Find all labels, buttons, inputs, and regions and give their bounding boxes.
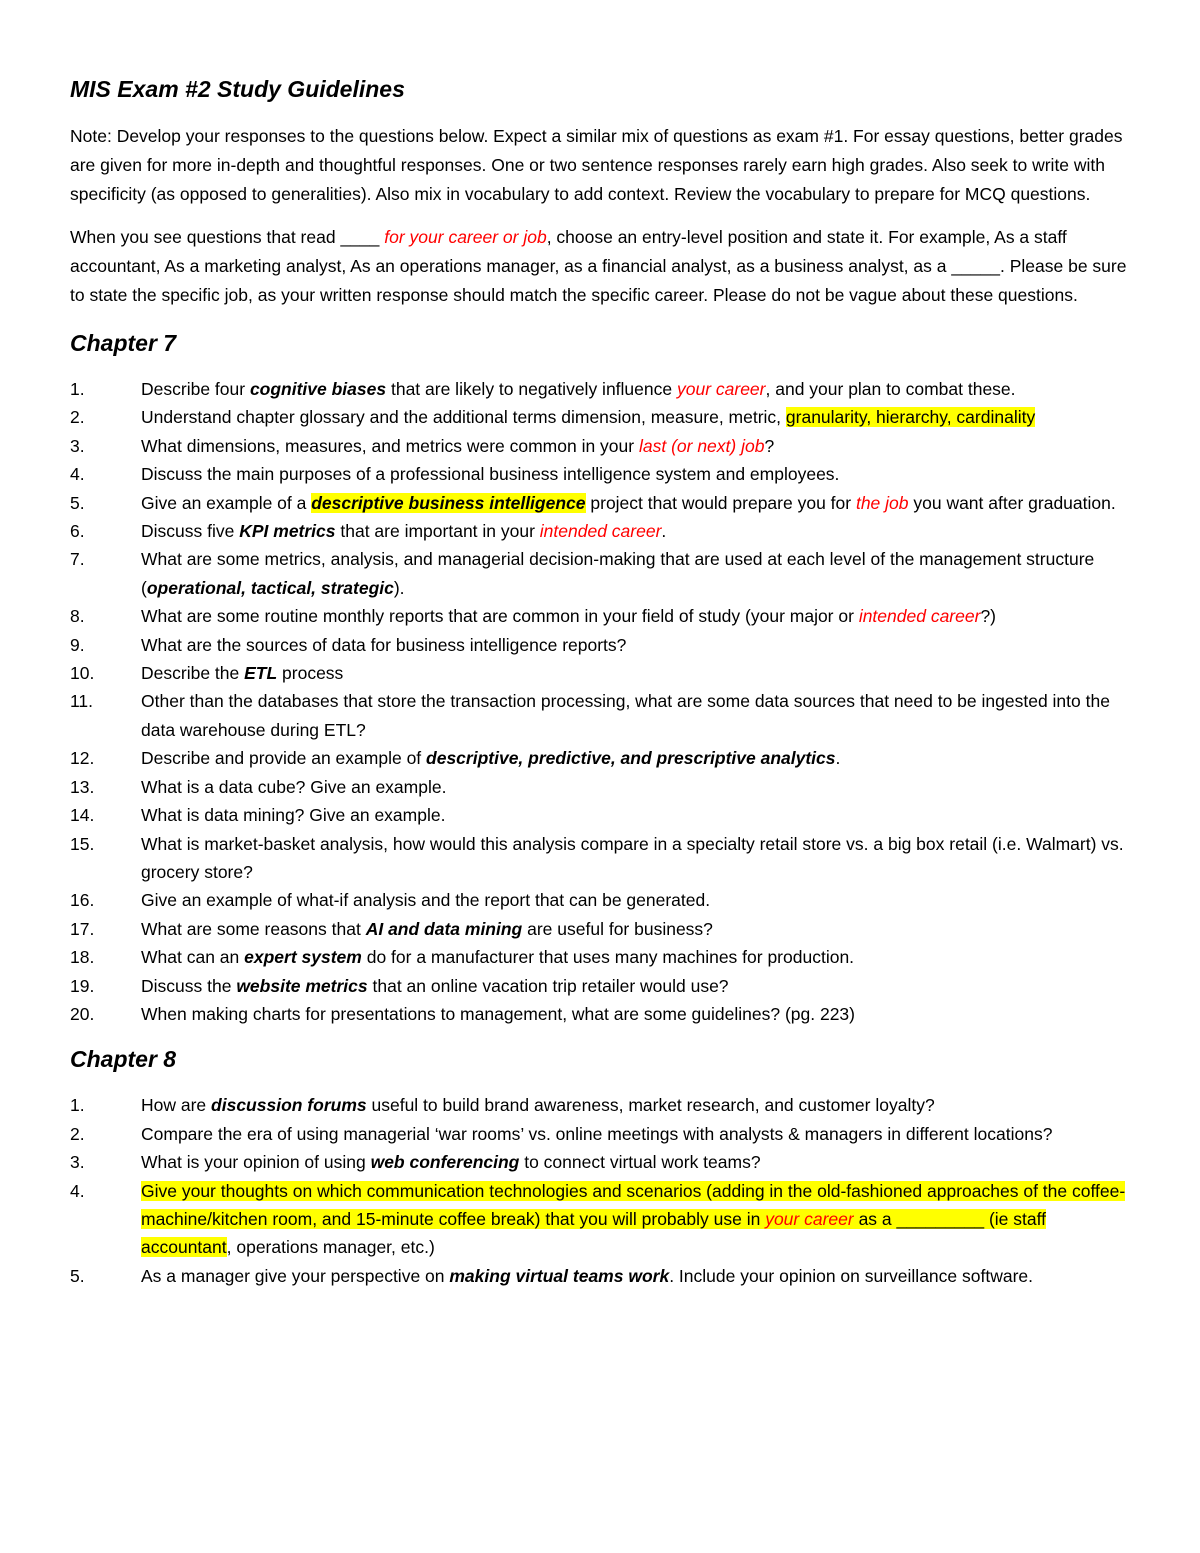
question-text: process (277, 663, 344, 684)
question-number: 11. (70, 691, 94, 712)
question-number: 17. (70, 918, 95, 939)
highlighted-question-text: Give your thoughts on which communication technologies and scenarios (adding in the old-fashioned approaches of the coffee-machine/kitchen room, and 15-minute coffee break) that you will probably use in (141, 1180, 1126, 1229)
question-number: 3. (70, 1152, 85, 1173)
question-text: What is market-basket analysis, how would this analysis compare in a specialty retail store vs. a big box retail (i.e. Walmart) vs. grocery store? (141, 833, 1124, 882)
question-text: What dimensions, measures, and metrics were common in your (141, 435, 639, 456)
question-item (70, 1177, 1130, 1262)
question-item (70, 545, 1130, 602)
question-item (70, 972, 1130, 1000)
question-item (70, 631, 1130, 659)
key-term: descriptive business intelligence (311, 492, 586, 513)
question-text: What is data mining? Give an example. (141, 805, 446, 826)
question-item (70, 432, 1130, 460)
question-item (70, 659, 1130, 687)
question-text: are useful for business? (522, 918, 713, 939)
question-text: What can an (141, 947, 245, 968)
key-term: web conferencing (370, 1152, 520, 1173)
question-text: to connect virtual work teams? (519, 1152, 761, 1173)
question-text: What is your opinion of using (141, 1152, 371, 1173)
question-text: that are likely to negatively influence (386, 379, 677, 399)
question-number: 2. (70, 1123, 85, 1144)
question-item (70, 489, 1130, 517)
question-text: Discuss five (141, 521, 240, 542)
question-text: project that would prepare you for (585, 492, 856, 513)
question-item (70, 773, 1130, 801)
question-text: Describe and provide an example of (141, 748, 427, 769)
question-number: 18. (70, 947, 95, 968)
question-item (70, 1091, 1130, 1119)
career-emphasis: last (or next) job (638, 435, 765, 456)
question-text: you want after graduation. (908, 492, 1116, 513)
question-item (70, 801, 1130, 829)
question-item (70, 1000, 1130, 1028)
key-term: making virtual teams work (449, 1265, 670, 1286)
highlighted-question-text: as a _________ (ie staff accountant (141, 1208, 1047, 1258)
career-emphasis: your career (676, 379, 766, 399)
career-note-text-end: , choose an entry-level position and state it. For example, As a staff accountant, As a marketing analyst, As an operations manager, as a financial analyst, as a business analyst, as a _____. Please be sure to state the specific job, as your written response should match the specific career. Please do not be vague about these questions. (70, 227, 1127, 305)
question-text: that are important in your (335, 521, 540, 542)
question-number: 13. (70, 776, 95, 797)
question-number: 10. (70, 663, 95, 684)
key-term: KPI metrics (239, 521, 336, 542)
question-number: 9. (70, 634, 85, 655)
question-number: 8. (70, 606, 85, 627)
question-text: that an online vacation trip retailer would use? (367, 975, 729, 996)
question-text: . Include your opinion on surveillance software. (669, 1265, 1034, 1286)
chapter-7-question-list (70, 375, 1130, 1028)
career-emphasis: your career (765, 1208, 854, 1229)
question-item (70, 830, 1130, 887)
key-term: website metrics (236, 975, 368, 996)
question-text: Other than the databases that store the transaction processing, what are some data sources that need to be ingested into the data warehouse during ETL? (141, 691, 1110, 740)
question-number: 4. (70, 1180, 85, 1201)
career-note-text: When you see questions that read ____ (70, 227, 385, 247)
question-text: As a manager give your perspective on (141, 1265, 450, 1286)
key-term: discussion forums (211, 1095, 367, 1116)
note-paragraph (70, 122, 1130, 209)
question-number: 12. (70, 748, 95, 769)
question-item (70, 403, 1130, 431)
question-text: How are (141, 1095, 212, 1116)
question-item (70, 1120, 1130, 1148)
question-item (70, 460, 1130, 488)
question-text: useful to build brand awareness, market research, and customer loyalty? (366, 1095, 935, 1116)
question-item (70, 1148, 1130, 1176)
question-text: Describe four (141, 379, 250, 399)
question-item (70, 915, 1130, 943)
question-text: do for a manufacturer that uses many machines for production. (361, 947, 855, 968)
question-number: 1. (70, 379, 85, 399)
career-emphasis: intended career (858, 606, 981, 627)
question-text: What is a data cube? Give an example. (141, 776, 447, 797)
question-number: 3. (70, 435, 85, 456)
question-item (70, 886, 1130, 914)
question-text: . (835, 748, 841, 769)
question-text: What are some routine monthly reports that are common in your field of study (your major or (141, 606, 859, 627)
question-text: Compare the era of using managerial ‘war rooms’ vs. online meetings with analysts & managers in different locations? (141, 1123, 1053, 1144)
question-text: What are some reasons that (141, 918, 366, 939)
question-item (70, 744, 1130, 772)
question-number: 19. (70, 975, 95, 996)
question-number: 20. (70, 1003, 95, 1024)
question-text: . (661, 521, 667, 542)
question-item (70, 687, 1130, 744)
chapter-7-heading: Chapter 7 (70, 330, 177, 356)
question-number: 2. (70, 407, 85, 428)
question-item (70, 1262, 1130, 1290)
career-note-paragraph (70, 223, 1130, 310)
career-emphasis: intended career (539, 521, 662, 542)
key-term: expert system (244, 947, 362, 968)
career-emphasis: the job (855, 492, 909, 513)
question-text: , and your plan to combat these. (765, 379, 1016, 399)
question-item (70, 602, 1130, 630)
question-number: 5. (70, 492, 85, 513)
question-text: Describe the (141, 663, 245, 684)
highlighted-terms: granularity, hierarchy, cardinality (785, 407, 1036, 428)
question-text: What are some metrics, analysis, and managerial decision-making that are used at each level of the management structure ( (141, 549, 1095, 598)
question-text: ? (764, 435, 775, 456)
chapter-8-heading: Chapter 8 (70, 1046, 177, 1073)
question-number: 7. (70, 549, 85, 570)
key-term: AI and data mining (365, 918, 523, 939)
chapter-8-question-list (70, 1091, 1130, 1290)
question-text: Discuss the main purposes of a professional business intelligence system and employees. (141, 464, 840, 485)
question-text: Give an example of what-if analysis and the report that can be generated. (141, 890, 711, 911)
question-number: 14. (70, 805, 95, 826)
note-text: Note: Develop your responses to the questions below. Expect a similar mix of questions as exam #1. For essay questions, better grades are given for more in-depth and thoughtful responses. One or two sentence responses rarely earn high grades. Also seek to write with specificity (as opposed to generalities). Also mix in vocabulary to add context. Review the vocabulary to prepare for MCQ questions. (70, 126, 1123, 204)
question-text: , operations manager, etc.) (226, 1237, 435, 1258)
question-item (70, 943, 1130, 971)
key-term: ETL (244, 663, 278, 684)
question-number: 1. (70, 1095, 85, 1116)
question-text: ?) (980, 606, 996, 627)
question-number: 5. (70, 1265, 85, 1286)
key-term: descriptive, predictive, and prescriptive analytics (426, 748, 836, 769)
key-term: operational, tactical, strategic (146, 577, 394, 598)
question-number: 6. (70, 521, 85, 542)
question-number: 16. (70, 890, 95, 911)
question-text: ). (393, 577, 405, 598)
key-term: cognitive biases (249, 379, 387, 399)
question-number: 15. (70, 833, 95, 854)
document-title: MIS Exam #2 Study Guidelines (70, 76, 405, 102)
question-text: Give an example of a (141, 492, 312, 513)
question-text: Understand chapter glossary and the additional terms dimension, measure, metric, (141, 407, 786, 428)
question-text: What are the sources of data for business intelligence reports? (141, 634, 627, 655)
question-number: 4. (70, 464, 85, 485)
question-item (70, 517, 1130, 545)
career-note-emphasis: for your career or job (384, 227, 547, 247)
question-item (70, 375, 1130, 403)
question-text: Discuss the (141, 975, 237, 996)
question-text: When making charts for presentations to management, what are some guidelines? (pg. 223) (141, 1003, 855, 1024)
